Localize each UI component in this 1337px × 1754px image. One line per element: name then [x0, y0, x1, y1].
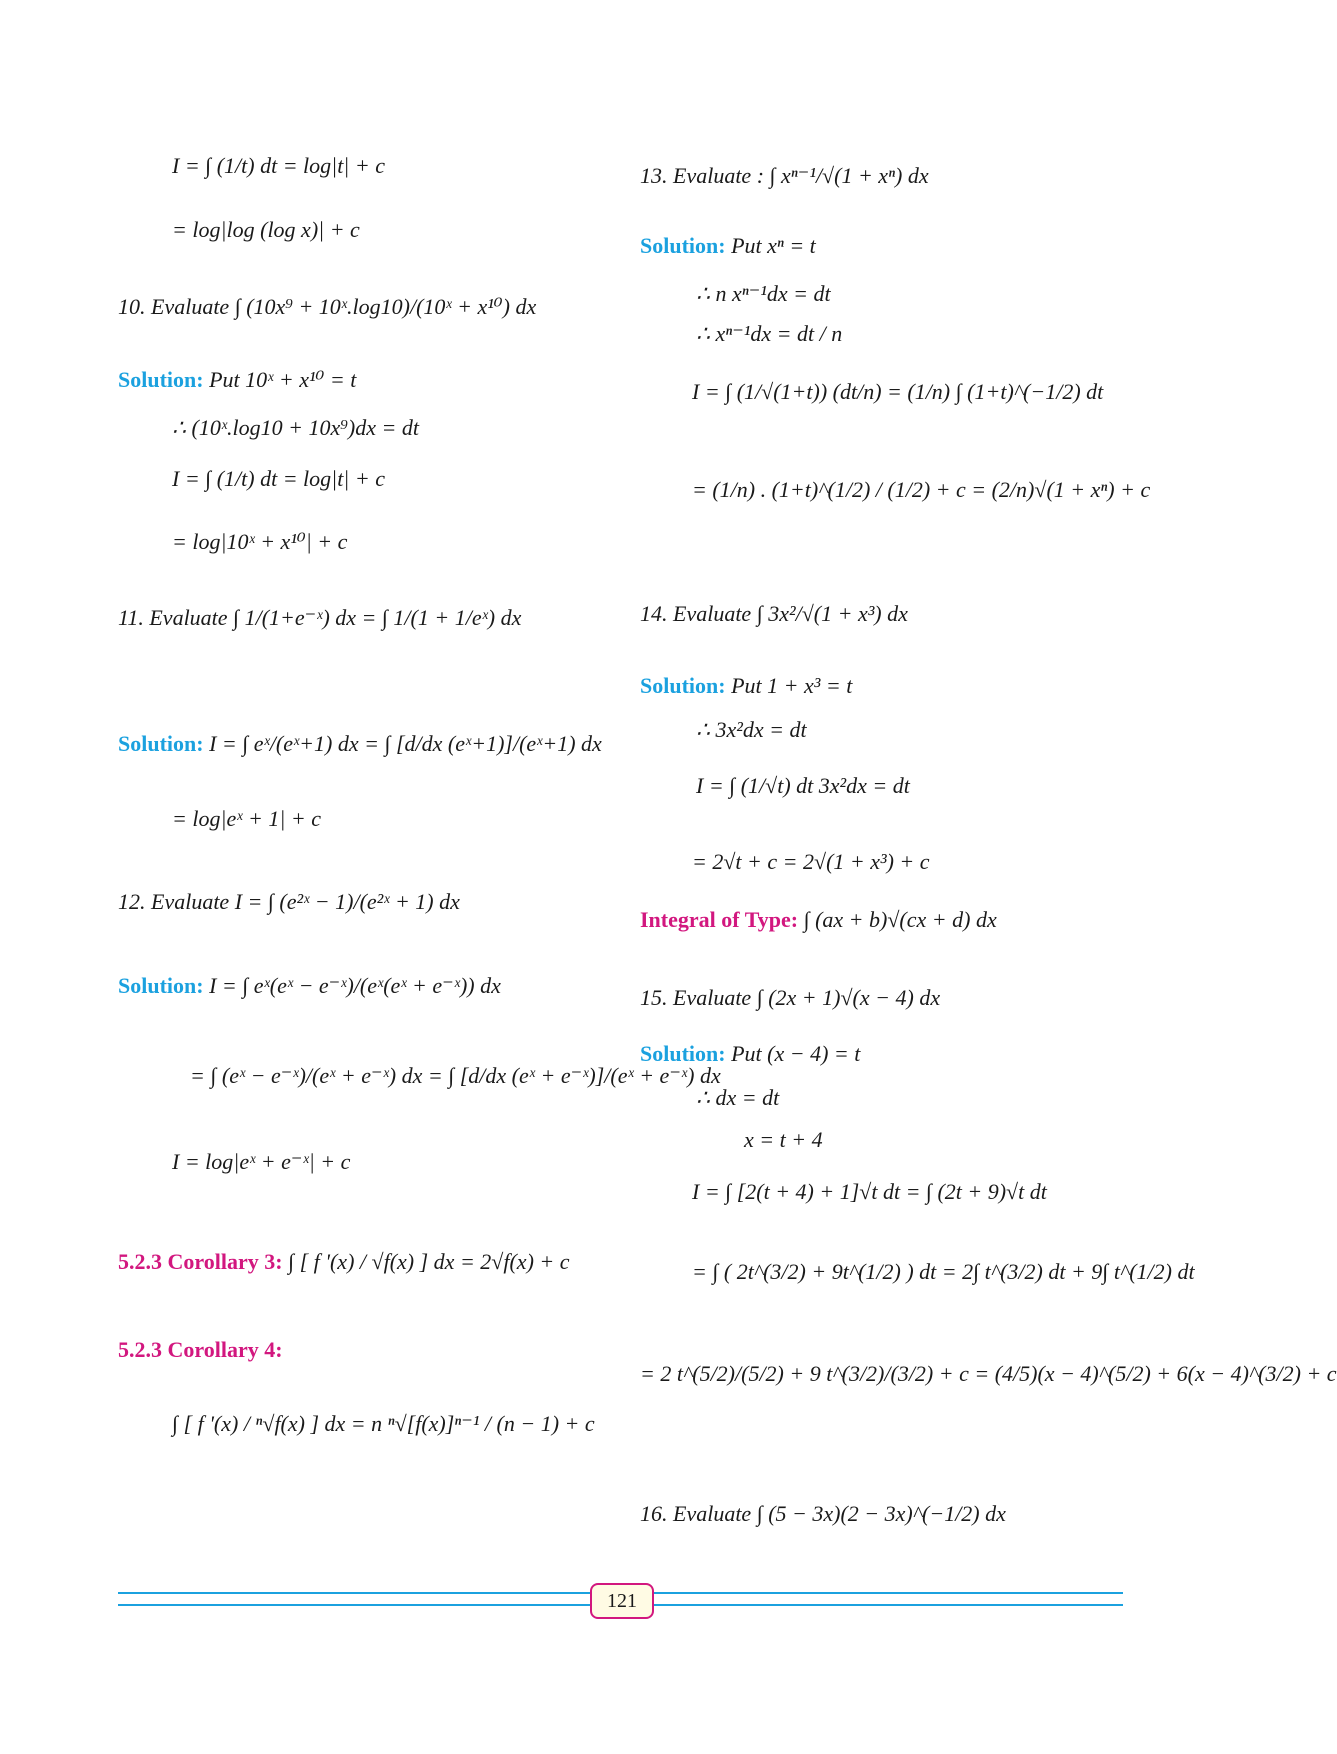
math-expression: ∫ (ax + b)√(cx + d) dx: [798, 907, 997, 932]
solution-label: Solution:: [118, 367, 204, 392]
math-line: [744, 1126, 823, 1154]
math-expression: I = log|eˣ + e⁻ˣ| + c: [172, 1149, 351, 1174]
solution-label: Solution:: [118, 731, 204, 756]
math-expression: 12. Evaluate I = ∫ (e²ˣ − 1)/(e²ˣ + 1) dx: [118, 889, 460, 914]
math-line: [692, 1258, 1195, 1286]
math-expression: = log|10ˣ + x¹⁰| + c: [172, 529, 348, 554]
math-expression: x = t + 4: [744, 1127, 823, 1152]
math-expression: = ∫ ( 2t^(3/2) + 9t^(1/2) ) dt = 2∫ t^(3/2) dt + 9∫ t^(1/2) dt: [692, 1259, 1195, 1284]
math-line: [640, 1040, 860, 1068]
section-heading: Integral of Type:: [640, 907, 799, 932]
math-expression: ∴ dx = dt: [696, 1085, 780, 1110]
math-expression: 15. Evaluate ∫ (2x + 1)√(x − 4) dx: [640, 985, 941, 1010]
math-expression: ∴ n xⁿ⁻¹dx = dt: [696, 281, 831, 306]
math-expression: I = ∫ eˣ(eˣ − e⁻ˣ)/(eˣ(eˣ + e⁻ˣ)) dx: [203, 973, 501, 998]
math-expression: = 2√t + c = 2√(1 + x³) + c: [692, 849, 930, 874]
page-number: 121: [590, 1583, 654, 1619]
section-heading: 5.2.3 Corollary 3:: [118, 1249, 283, 1274]
solution-label: Solution:: [640, 1041, 726, 1066]
math-line: [692, 848, 930, 876]
math-line: [696, 1084, 779, 1112]
math-line: [640, 600, 908, 628]
math-line: [692, 378, 1103, 406]
math-expression: I = ∫ eˣ/(eˣ+1) dx = ∫ [d/dx (eˣ+1)]/(eˣ+1) dx: [203, 731, 602, 756]
math-expression: I = ∫ [2(t + 4) + 1]√t dt = ∫ (2t + 9)√t dt: [692, 1179, 1047, 1204]
math-line: [696, 320, 842, 348]
math-expression: Put 10ˣ + x¹⁰ = t: [203, 367, 357, 392]
math-line: [640, 232, 816, 260]
math-expression: = log|eˣ + 1| + c: [172, 806, 321, 831]
math-line: [696, 772, 910, 800]
math-expression: Put 1 + x³ = t: [725, 673, 853, 698]
math-line: [640, 984, 940, 1012]
math-expression: 11. Evaluate ∫ 1/(1+e⁻ˣ) dx = ∫ 1/(1 + 1/eˣ) dx: [118, 605, 522, 630]
math-expression: = ∫ (eˣ − e⁻ˣ)/(eˣ + e⁻ˣ) dx = ∫ [d/dx (eˣ + e⁻ˣ)]/(eˣ + e⁻ˣ) dx: [190, 1063, 721, 1088]
math-line: [692, 476, 1150, 504]
math-expression: I = ∫ (1/t) dt = log|t| + c: [172, 153, 385, 178]
math-expression: ∴ 3x²dx = dt: [696, 717, 807, 742]
math-line: [640, 672, 852, 700]
math-expression: ∫ [ f '(x) / ⁿ√f(x) ] dx = n ⁿ√[f(x)]ⁿ⁻¹ / (n − 1) + c: [172, 1411, 595, 1436]
math-line: [692, 1178, 1047, 1206]
math-expression: ∴ xⁿ⁻¹dx = dt / n: [696, 321, 843, 346]
math-expression: Put (x − 4) = t: [725, 1041, 861, 1066]
math-expression: 16. Evaluate ∫ (5 − 3x)(2 − 3x)^(−1/2) dx: [640, 1501, 1006, 1526]
math-line: [640, 1360, 1337, 1388]
math-expression: ∫ [ f '(x) / √f(x) ] dx = 2√f(x) + c: [282, 1249, 570, 1274]
math-expression: 13. Evaluate : ∫ xⁿ⁻¹/√(1 + xⁿ) dx: [640, 163, 929, 188]
math-expression: I = ∫ (1/√(1+t)) (dt/n) = (1/n) ∫ (1+t)^(−1/2) dt: [692, 379, 1104, 404]
math-line: [696, 716, 807, 744]
math-line: [696, 280, 831, 308]
solution-label: Solution:: [640, 233, 726, 258]
math-line: [640, 906, 997, 934]
math-expression: I = ∫ (1/√t) dt 3x²dx = dt: [696, 773, 910, 798]
math-line: [640, 162, 929, 190]
math-expression: = (1/n) . (1+t)^(1/2) / (1/2) + c = (2/n)√(1 + xⁿ) + c: [692, 477, 1151, 502]
math-line: [640, 1500, 1006, 1528]
section-heading: 5.2.3 Corollary 4:: [118, 1337, 283, 1362]
math-expression: = 2 t^(5/2)/(5/2) + 9 t^(3/2)/(3/2) + c = (4/5)(x − 4)^(5/2) + 6(x − 4)^(3/2) + c: [640, 1361, 1337, 1386]
math-expression: 14. Evaluate ∫ 3x²/√(1 + x³) dx: [640, 601, 908, 626]
solution-label: Solution:: [640, 673, 726, 698]
math-expression: = log|log (log x)| + c: [172, 217, 360, 242]
math-expression: ∴ (10ˣ.log10 + 10x⁹)dx = dt: [172, 415, 419, 440]
math-expression: 10. Evaluate ∫ (10x⁹ + 10ˣ.log10)/(10ˣ + x¹⁰) dx: [118, 294, 537, 319]
math-expression: Put xⁿ = t: [725, 233, 816, 258]
solution-label: Solution:: [118, 973, 204, 998]
math-expression: I = ∫ (1/t) dt = log|t| + c: [172, 466, 385, 491]
